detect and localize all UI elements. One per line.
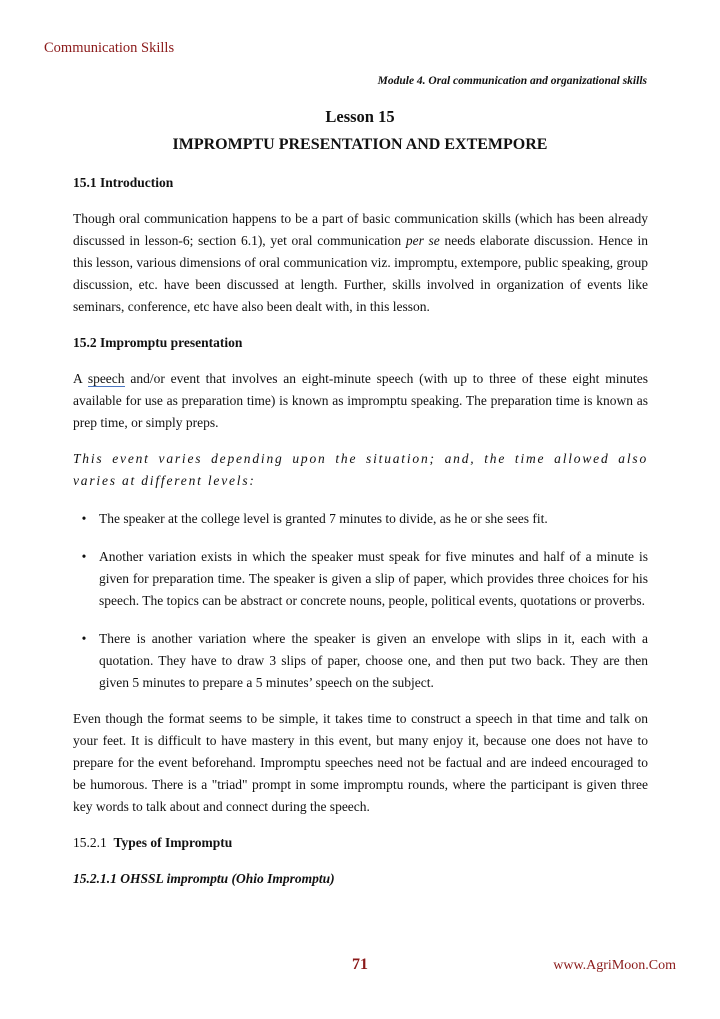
lesson-title: Lesson 15 [325,107,395,126]
subsubsection-heading-ohssl: 15.2.1.1 OHSSL impromptu (Ohio Impromptu) [73,871,335,886]
document-body [73,172,648,890]
section-heading-introduction: 15.1 Introduction [73,175,174,190]
list-item-text: Another variation exists in which the speaker must speak for five minutes and half of a minute is given for preparation time. The speaker is given a slip of paper, which provides three choices for his speech. The topics can be abstract or concrete nouns, people, political events, quotations or proverbs. [99,549,648,608]
list-item [73,508,648,530]
footer-website-link[interactable]: www.AgriMoon.Com [553,958,676,973]
impromptu-paragraph [73,368,648,434]
header-course-title: Communication Skills [44,40,175,56]
list-item [73,628,648,694]
intro-text-part-b: needs elaborate discussion. Hence in this lesson, various dimensions of oral communication viz. impromptu, extempore, public speaking, group discussion, etc. have been discussed at length. Further, skills involved in organization of events like seminars, conference, etc have also been dealt with, in this lesson. [73,233,648,314]
bullet-icon: • [81,511,87,526]
lesson-subtitle: IMPROMPTU PRESENTATION AND EXTEMPORE [172,136,548,153]
page-number: 71 [352,956,368,973]
variation-intro-italic: This event varies depending upon the situation; and, the time allowed also varies at different levels: [73,451,648,488]
introduction-paragraph [73,208,648,318]
intro-text-emphasis: per se [405,233,440,248]
header-module-title: Module 4. Oral communication and organizational skills [377,75,647,87]
bullet-icon: • [81,631,87,646]
closing-paragraph: Even though the format seems to be simple, it takes time to construct a speech in that time and talk on your feet. It is difficult to have mastery in this event, but many enjoy it, because one does not have to prepare for the event beforehand. Impromptu speeches need not be factual and are indeed encouraged to be humorous. There is a "triad" prompt in some impromptu rounds, where the participant is given three key words to talk about and connect during the speech. [73,711,648,814]
list-item [73,546,648,612]
variation-list [73,508,648,694]
subsection-title: Types of Impromptu [113,835,233,850]
section-heading-impromptu: 15.2 Impromptu presentation [73,335,243,350]
impromptu-text-part-b: and/or event that involves an eight-minute speech (with up to three of these eight minutes available for use as preparation time) is known as impromptu speaking. The preparation time is known as prep time, or simply preps. [73,371,648,430]
subsection-number: 15.2.1 [73,835,107,850]
subsection-heading-types [73,832,648,854]
list-item-text: There is another variation where the speaker is given an envelope with slips in it, each with a quotation. They have to draw 3 slips of paper, choose one, and then put two back. They are then given 5 minutes to prepare a 5 minutes’ speech on the subject. [99,631,648,690]
intro-text-part-a: Though oral communication happens to be a part of basic communication skills (which has been already discussed in lesson-6; section 6.1), yet oral communication [73,211,648,248]
impromptu-text-part-a: A [73,371,88,386]
list-item-text: The speaker at the college level is granted 7 minutes to divide, as he or she sees fit. [99,511,548,526]
speech-link[interactable]: speech [87,371,125,386]
bullet-icon: • [81,549,87,564]
